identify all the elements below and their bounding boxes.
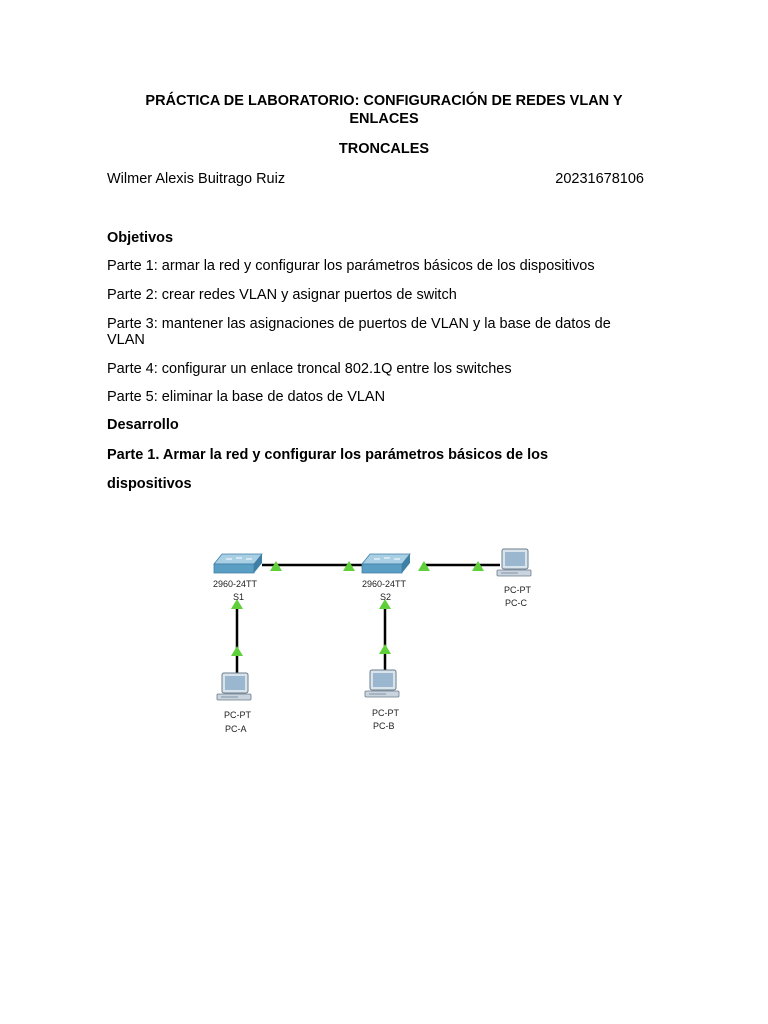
link-up-icon — [231, 646, 243, 656]
objective-item-continuation: VLAN — [107, 332, 145, 348]
objective-item: Parte 1: armar la red y configurar los parámetros básicos de los dispositivos — [107, 258, 595, 274]
title-line-1: PRÁCTICA DE LABORATORIO: CONFIGURACIÓN DE REDES VLAN Y — [145, 93, 623, 109]
document-subtitle: TRONCALES — [338, 141, 430, 157]
pc-model-label: PC-PT — [372, 708, 399, 718]
pc-name-label: PC-A — [225, 724, 247, 734]
pc-icon — [217, 673, 251, 700]
link-indicators — [231, 561, 484, 656]
author-name: Wilmer Alexis Buitrago Ruiz — [107, 171, 286, 187]
objective-item: Parte 4: configurar un enlace troncal 802.1Q entre los switches — [107, 361, 512, 377]
part1-heading-continuation: dispositivos — [107, 476, 192, 492]
link-up-icon — [379, 644, 391, 654]
title-line-2: ENLACES — [349, 111, 419, 127]
development-heading: Desarrollo — [107, 417, 179, 433]
objectives-heading: Objetivos — [107, 230, 174, 246]
pc-name-label: PC-C — [505, 598, 527, 608]
pc-icon — [497, 549, 531, 576]
switch-name-label: S2 — [380, 592, 392, 602]
objective-item: Parte 5: eliminar la base de datos de VLAN — [107, 389, 386, 405]
objective-item: Parte 3: mantener las asignaciones de puertos de VLAN y la base de datos de — [107, 316, 611, 332]
switch-icon — [214, 554, 262, 573]
switch-s2[interactable] — [362, 554, 410, 602]
pc-c[interactable] — [497, 549, 532, 608]
switch-s1[interactable] — [213, 554, 262, 602]
pc-a[interactable] — [217, 673, 252, 734]
part1-heading: Parte 1. Armar la red y configurar los parámetros básicos de los — [107, 447, 549, 463]
pc-model-label: PC-PT — [504, 585, 531, 595]
document-title — [100, 92, 668, 128]
pc-model-label: PC-PT — [224, 710, 251, 720]
switch-model-label: 2960-24TT — [362, 579, 407, 589]
objective-item: Parte 2: crear redes VLAN y asignar puertos de switch — [107, 287, 457, 303]
student-id: 20231678106 — [555, 171, 644, 187]
network-topology-diagram — [200, 540, 540, 740]
switch-model-label: 2960-24TT — [213, 579, 258, 589]
switch-name-label: S1 — [233, 592, 245, 602]
pc-b[interactable] — [365, 670, 400, 731]
switch-icon — [362, 554, 410, 573]
pc-name-label: PC-B — [373, 721, 395, 731]
pc-icon — [365, 670, 399, 697]
